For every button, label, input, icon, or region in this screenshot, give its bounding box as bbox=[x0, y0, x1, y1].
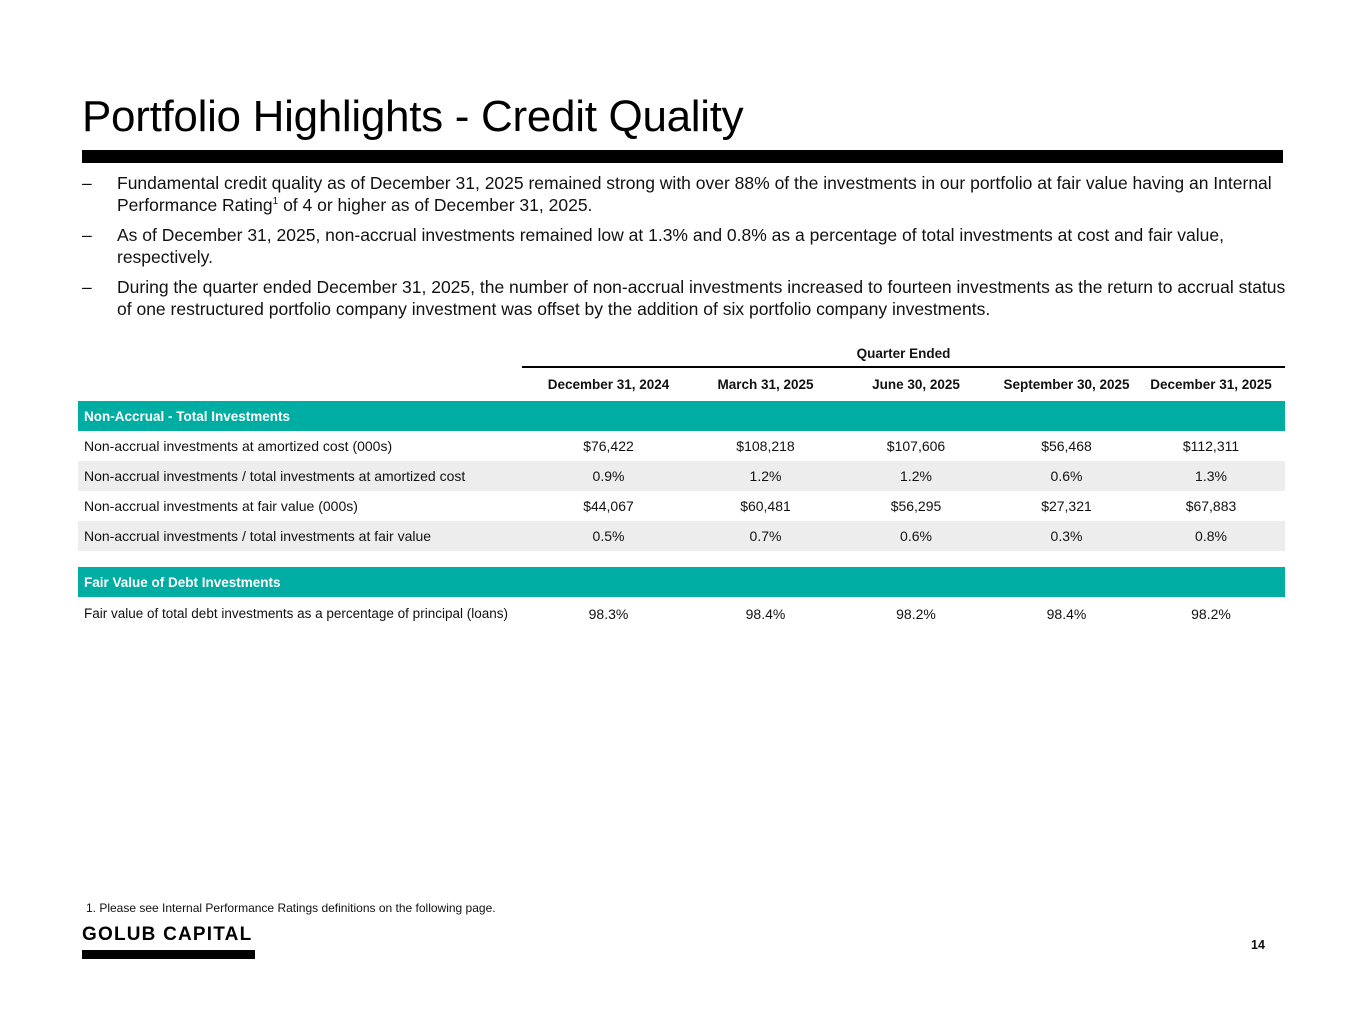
section-header-row bbox=[78, 401, 1285, 431]
table-cell: 0.9% bbox=[522, 461, 695, 491]
bullet-text: Fundamental credit quality as of December 31, 2025 remained strong with over 88% of the investments in our portfolio at fair value having an Internal Performance Rating bbox=[117, 173, 1272, 215]
table-cell: $56,295 bbox=[890, 498, 942, 514]
page-title: Portfolio Highlights - Credit Quality bbox=[82, 92, 744, 141]
dash-marker: – bbox=[82, 225, 92, 245]
row-label: Non-accrual investments / total investments at fair value bbox=[78, 521, 522, 551]
bullet-item bbox=[82, 276, 1287, 320]
bullet-item bbox=[82, 224, 1287, 268]
bullet-text: During the quarter ended December 31, 2025, the number of non-accrual investments increased to fourteen investments as the return to accrual status of one restructured portfolio company investment was offset by the addition of six portfolio company investments. bbox=[117, 277, 1286, 319]
table-cell: $107,606 bbox=[886, 438, 946, 454]
column-header: September 30, 2025 bbox=[1003, 377, 1130, 392]
table-cell: 0.8% bbox=[1137, 521, 1285, 551]
logo-bar bbox=[82, 950, 255, 959]
table-cell: 1.2% bbox=[836, 461, 996, 491]
table-cell: 0.3% bbox=[996, 521, 1137, 551]
column-header: December 31, 2024 bbox=[547, 377, 670, 392]
table-cell: 0.7% bbox=[695, 521, 836, 551]
table-row bbox=[78, 491, 1285, 521]
data-table bbox=[78, 368, 1285, 631]
table-cell: 98.4% bbox=[1046, 606, 1087, 622]
page-number: 14 bbox=[1251, 938, 1265, 952]
table-cell: 1.3% bbox=[1137, 461, 1285, 491]
group-header-row bbox=[78, 342, 1285, 368]
footnote: 1. Please see Internal Performance Ratings definitions on the following page. bbox=[86, 901, 496, 915]
table-cell: 0.6% bbox=[836, 521, 996, 551]
table-row bbox=[78, 521, 1285, 551]
row-label: Non-accrual investments / total investments at amortized cost bbox=[78, 461, 522, 491]
bullet-list bbox=[82, 172, 1287, 328]
section-title: Fair Value of Debt Investments bbox=[78, 567, 1285, 597]
section-header-row bbox=[78, 567, 1285, 597]
table-cell: $27,321 bbox=[1041, 498, 1092, 514]
section-spacer bbox=[78, 551, 1285, 567]
table-row bbox=[78, 597, 1285, 631]
table-cell: $112,311 bbox=[1182, 438, 1240, 454]
table-cell: $60,481 bbox=[740, 498, 791, 514]
bullet-text: As of December 31, 2025, non-accrual investments remained low at 1.3% and 0.8% as a percentage of total investments at cost and fair value, respectively. bbox=[117, 225, 1225, 267]
table-cell: $76,422 bbox=[583, 438, 634, 454]
table-cell: 98.3% bbox=[588, 606, 629, 622]
section-title: Non-Accrual - Total Investments bbox=[78, 401, 1285, 431]
table-cell: 98.2% bbox=[896, 606, 936, 622]
row-label: Non-accrual investments at fair value (000s) bbox=[84, 498, 358, 514]
table-cell: 98.4% bbox=[745, 606, 786, 622]
title-rule bbox=[82, 150, 1283, 163]
table-cell: 98.2% bbox=[1191, 606, 1231, 622]
table-cell: 0.5% bbox=[522, 521, 695, 551]
table-cell: 0.6% bbox=[996, 461, 1137, 491]
table-row bbox=[78, 431, 1285, 461]
bullet-text-cont: of 4 or higher as of December 31, 2025. bbox=[278, 195, 593, 215]
row-label: Non-accrual investments at amortized cost (000s) bbox=[84, 438, 393, 454]
logo-wordmark: GOLUB CAPITAL bbox=[82, 924, 253, 945]
table-row bbox=[78, 461, 1285, 491]
table-cell: 1.2% bbox=[695, 461, 836, 491]
row-label: Fair value of total debt investments as a percentage of principal (loans) bbox=[84, 606, 508, 621]
dash-marker: – bbox=[82, 277, 92, 297]
company-logo bbox=[82, 924, 255, 959]
group-header: Quarter Ended bbox=[522, 342, 1285, 368]
footnote-ref: 1 bbox=[272, 196, 279, 208]
table-cell: $67,883 bbox=[1185, 498, 1237, 514]
table-cell: $56,468 bbox=[1041, 438, 1092, 454]
column-header-row bbox=[78, 368, 1285, 401]
column-header: December 31, 2025 bbox=[1150, 377, 1272, 392]
dash-marker: – bbox=[82, 173, 92, 193]
bullet-item bbox=[82, 172, 1287, 216]
column-header: June 30, 2025 bbox=[872, 377, 960, 392]
column-header: March 31, 2025 bbox=[717, 377, 814, 392]
table-cell: $44,067 bbox=[583, 498, 634, 514]
table-cell: $108,218 bbox=[736, 438, 795, 454]
credit-quality-table bbox=[78, 342, 1285, 631]
